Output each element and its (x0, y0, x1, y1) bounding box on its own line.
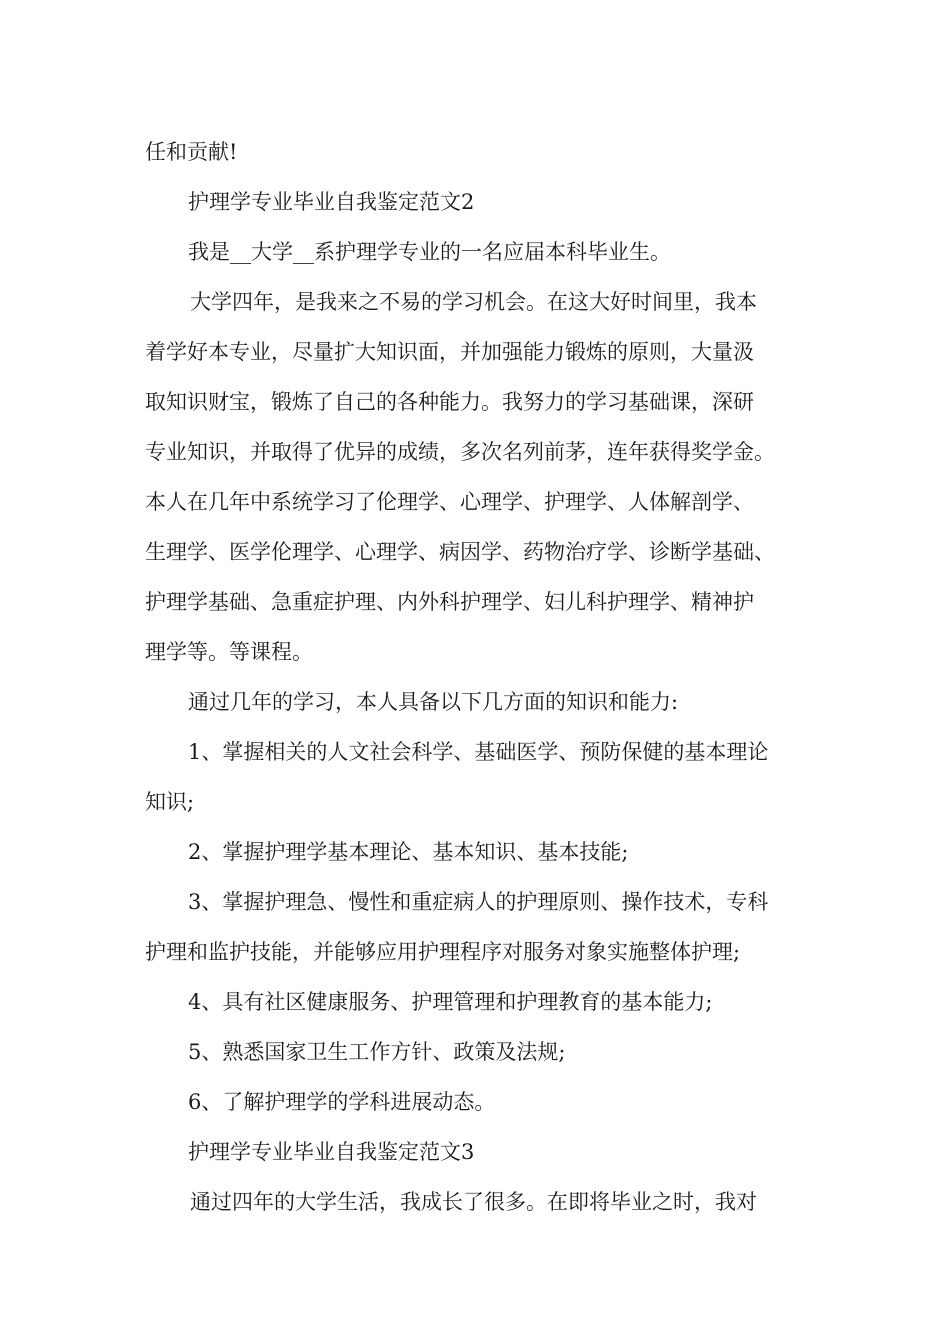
list-item: 3、掌握护理急、慢性和重症病人的护理原则、操作技术，专科 (188, 890, 769, 914)
paragraph-line: 通过几年的学习，本人具备以下几方面的知识和能力: (188, 690, 679, 714)
list-item: 2、掌握护理学基本理论、基本知识、基本技能; (188, 840, 629, 864)
paragraph-line: 本人在几年中系统学习了伦理学、心理学、护理学、人体解剖学、 (145, 490, 754, 514)
paragraph-line: 取知识财宝，锻炼了自己的各种能力。我努力的学习基础课，深研 (145, 390, 754, 414)
paragraph-line: 知识; (145, 790, 195, 814)
paragraph-line: 我是__大学__系护理学专业的一名应届本科毕业生。 (188, 240, 671, 264)
paragraph-line: 生理学、医学伦理学、心理学、病因学、药物治疗学、诊断学基础、 (145, 540, 775, 564)
paragraph-line: 通过四年的大学生活，我成长了很多。在即将毕业之时，我对 (190, 1190, 757, 1214)
list-item: 4、具有社区健康服务、护理管理和护理教育的基本能力; (188, 990, 713, 1014)
section-heading: 护理学专业毕业自我鉴定范文2 (188, 190, 475, 214)
paragraph-line: 大学四年，是我来之不易的学习机会。在这大好时间里，我本 (190, 290, 757, 314)
paragraph-line: 护理学基础、急重症护理、内外科护理学、妇儿科护理学、精神护 (145, 590, 754, 614)
paragraph-line: 护理和监护技能，并能够应用护理程序对服务对象实施整体护理; (145, 940, 741, 964)
section-heading: 护理学专业毕业自我鉴定范文3 (188, 1140, 475, 1164)
list-item: 5、熟悉国家卫生工作方针、政策及法规; (188, 1040, 566, 1064)
list-item: 6、了解护理学的学科进展动态。 (188, 1090, 496, 1114)
paragraph-line: 专业知识，并取得了优异的成绩，多次名列前茅，连年获得奖学金。 (145, 440, 775, 464)
paragraph-line: 着学好本专业，尽量扩大知识面，并加强能力锻炼的原则，大量汲 (145, 340, 754, 364)
paragraph-line: 理学等。等课程。 (145, 640, 313, 664)
paragraph-line: 任和贡献! (145, 140, 238, 164)
list-item: 1、掌握相关的人文社会科学、基础医学、预防保健的基本理论 (188, 740, 769, 764)
